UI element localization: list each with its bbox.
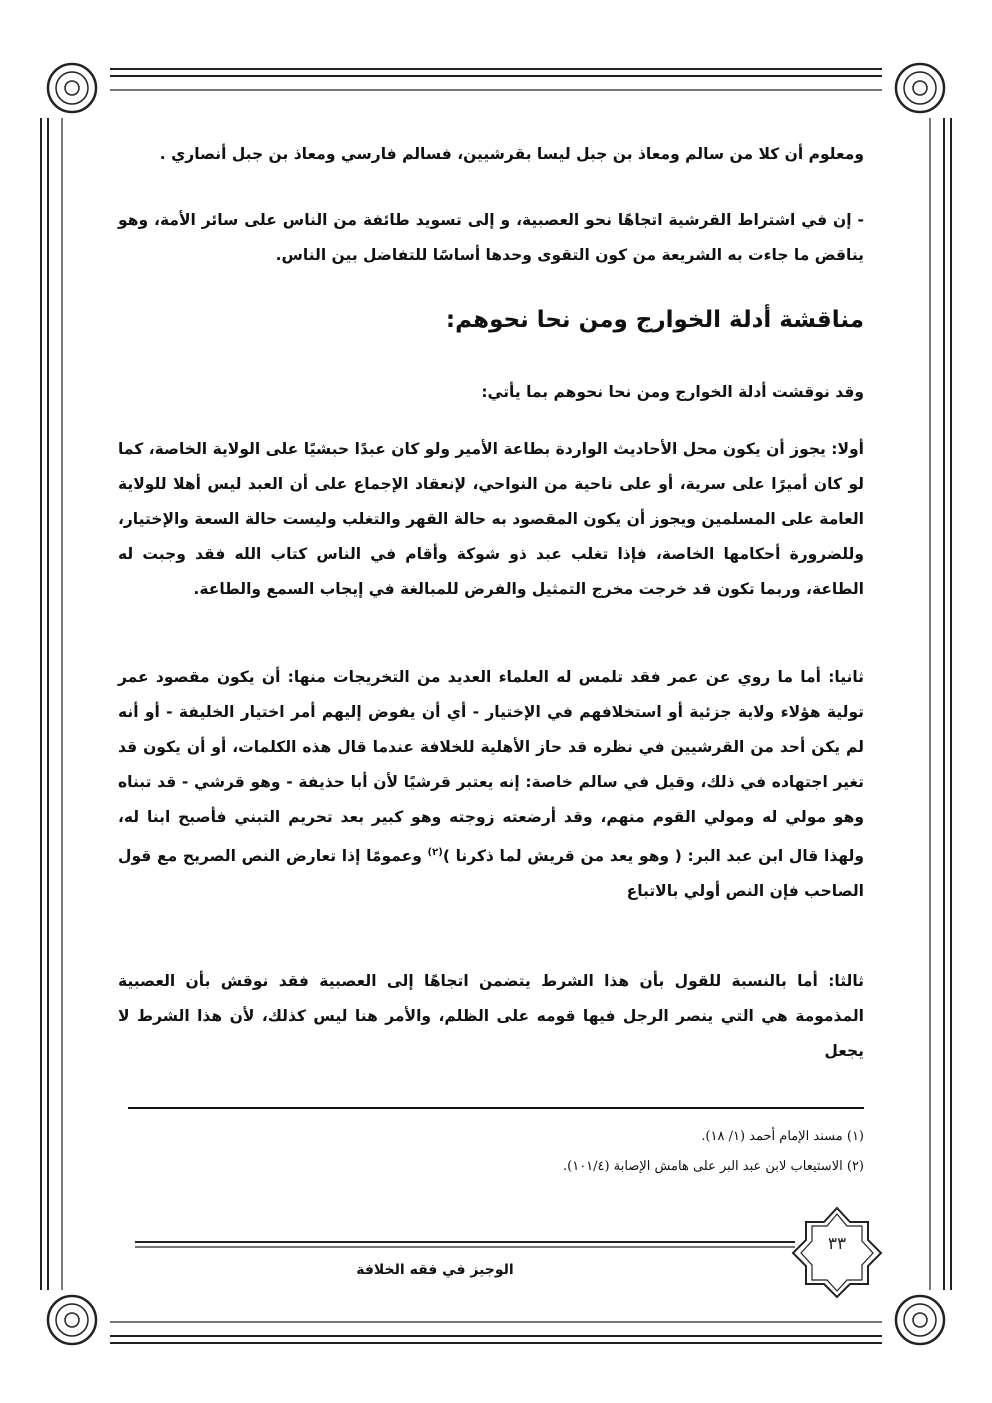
point-text-first: يجوز أن يكون محل الأحاديث الواردة بطاعة الأمير ولو كان عبدًا حبشيًا على الولاية الخاصة، كما لو كان أميرًا على سرية، أو على ناحية من النواحي، لإنعقاد الإجماع على أن العبد ليس أهلا للولاية العامة على المسلمين ويجوز أن يكون المقصود به حالة القهر والتغلب وليست حالة السعة والإختيار، وللضرورة أحكامها الخاصة، فإذا تغلب عبد ذو شوكة وأقام في الناس كتاب الله فقد وجبت له الطاعة، وربما تكون قد خرجت مخرج التمثيل والفرض للمبالغة في إيجاب السمع والطاعة. — [118, 440, 864, 598]
section-heading: مناقشة أدلة الخوارج ومن نحا نحوهم: — [445, 307, 864, 333]
point-text-third: أما بالنسبة للقول بأن هذا الشرط يتضمن اتجاهًا إلى العصبية فقد نوقش بأن العصبية المذمومة هي التي ينصر الرجل فيها قومه على الظلم، والأمر هنا ليس كذلك، لأن هذا الشرط لا يجعل — [118, 972, 864, 1060]
point-text-second-a: أما ما روي عن عمر فقد تلمس له العلماء العديد من التخريجات منها: أن يكون مقصود عمر تولية هؤلاء ولاية جزئية أو استخلافهم في الإختيار - أي أن يفوض إليهم أمر اختيار الخليفة - أو أنه لم يكن أحد من القرشيين في نظره قد حاز الأهلية للخلافة عندما قال هذه الكلمات، أو أن يكون قد تغير اجتهاده في ذلك، وقيل في سالم خاصة: إنه يعتبر قرشيًا لأن أبا حذيفة - وهو قرشي - قد تبناه وهو مولي له ومولي القوم منهم، وقد أرضعته زوجته وهو كبير بعد تحريم التبني فأصبح ابنا له، ولهذا قال ابن عبد البر: ( وهو يعد من قريش لما ذكرنا ) — [118, 668, 864, 866]
paragraph-salim-muadh: ومعلوم أن كلا من سالم ومعاذ بن جبل ليسا بقرشيين، فسالم فارسي ومعاذ بن جبل أنصاري . — [159, 145, 864, 163]
footnote-separator — [128, 1107, 864, 1109]
paragraph-second-point — [118, 660, 864, 909]
page-number: ٣٣ — [827, 1234, 847, 1254]
paragraph-asabiyya-objection: - إن في اشتراط القرشية اتجاهًا نحو العصبية، و إلى تسويد طائفة من الناس على سائر الأمة، وهو يناقض ما جاءت به الشريعة من كون التقوى وحدها أساسًا للتفاضل بين الناس. — [118, 211, 864, 264]
paragraph-first-point — [118, 432, 864, 607]
point-label-third: ثالثا: — [828, 972, 864, 990]
book-title: الوجيز في فقه الخلافة — [356, 1262, 514, 1278]
paragraph-intro: وقد نوقشت أدلة الخوارج ومن نحا نحوهم بما يأتي: — [481, 383, 864, 401]
footnote-reference: (٢) — [427, 847, 443, 858]
point-text-second-b: وعمومًا إذا تعارض النص الصريح مع قول الصاحب فإن النص أولي بالاتباع — [118, 847, 864, 901]
footnote-item: (٢) الاستيعاب لابن عبد البر على هامش الإصابة (١٠١/٤). — [563, 1159, 864, 1174]
footnote-item: (١) مسند الإمام أحمد (١/ ١٨). — [701, 1129, 864, 1144]
footnotes — [118, 1122, 864, 1182]
point-label-first: أولا: — [831, 440, 864, 458]
paragraph-third-point — [118, 964, 864, 1069]
point-label-second: ثانيا: — [828, 668, 864, 686]
